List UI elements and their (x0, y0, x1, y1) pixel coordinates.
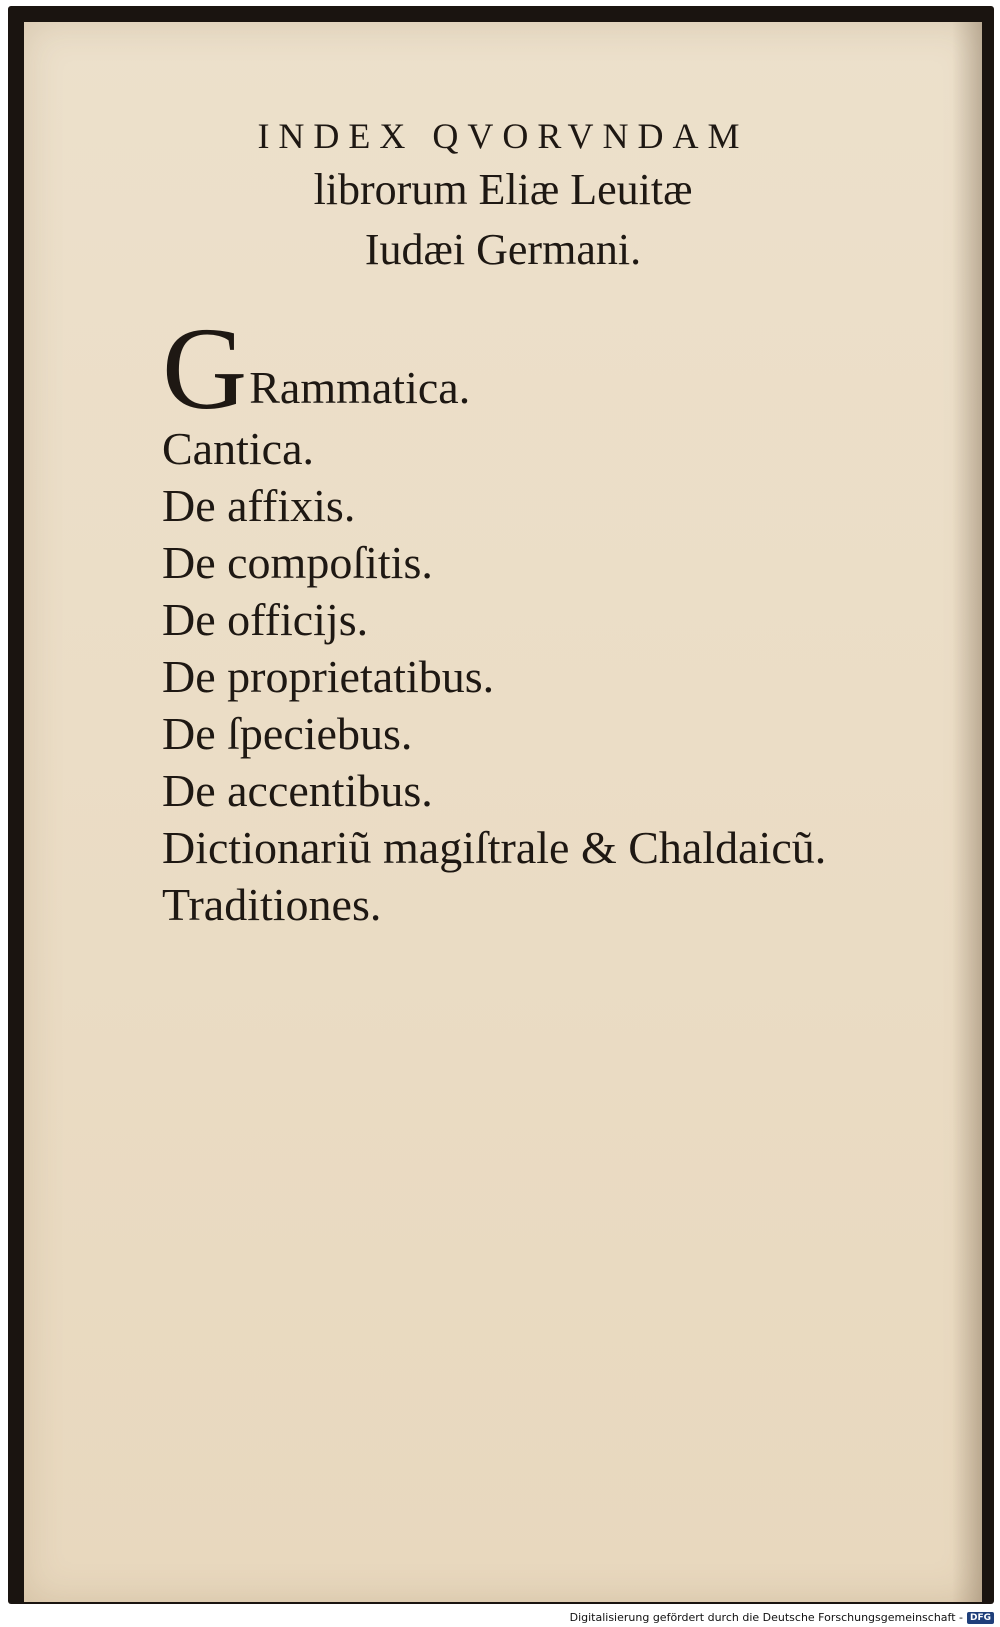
book-list (162, 303, 827, 933)
list-item: De officijs. (162, 594, 369, 645)
list-item: De affixis. (162, 480, 356, 531)
title-line-2: librorum Eliæ Leuitæ (313, 165, 693, 214)
title-line-1: INDEX QVORVNDAM (257, 116, 749, 156)
book-binding (8, 6, 994, 1604)
book-page (24, 22, 982, 1602)
title-block (24, 112, 982, 280)
list-item: Dictionariũ magiſtrale & Chaldaicũ. (162, 822, 827, 873)
list-item: De accentibus. (162, 765, 433, 816)
list-item: Traditiones. (162, 879, 382, 930)
list-item: Cantica. (162, 423, 314, 474)
drop-initial: G (162, 303, 248, 434)
list-item-first (162, 303, 826, 434)
list-item: De compoſitis. (162, 537, 433, 588)
list-item: De proprietatibus. (162, 651, 495, 702)
list-item: De ſpeciebus. (162, 708, 413, 759)
dfg-logo: DFG (967, 1612, 994, 1624)
footer-text: Digitalisierung gefördert durch die Deutsche Forschungsgemeinschaft - (569, 1611, 963, 1624)
title-line-3: Iudæi Germani. (364, 225, 642, 274)
digitization-footer (570, 1611, 994, 1624)
list-item-first-text: Rammatica. (249, 362, 471, 413)
